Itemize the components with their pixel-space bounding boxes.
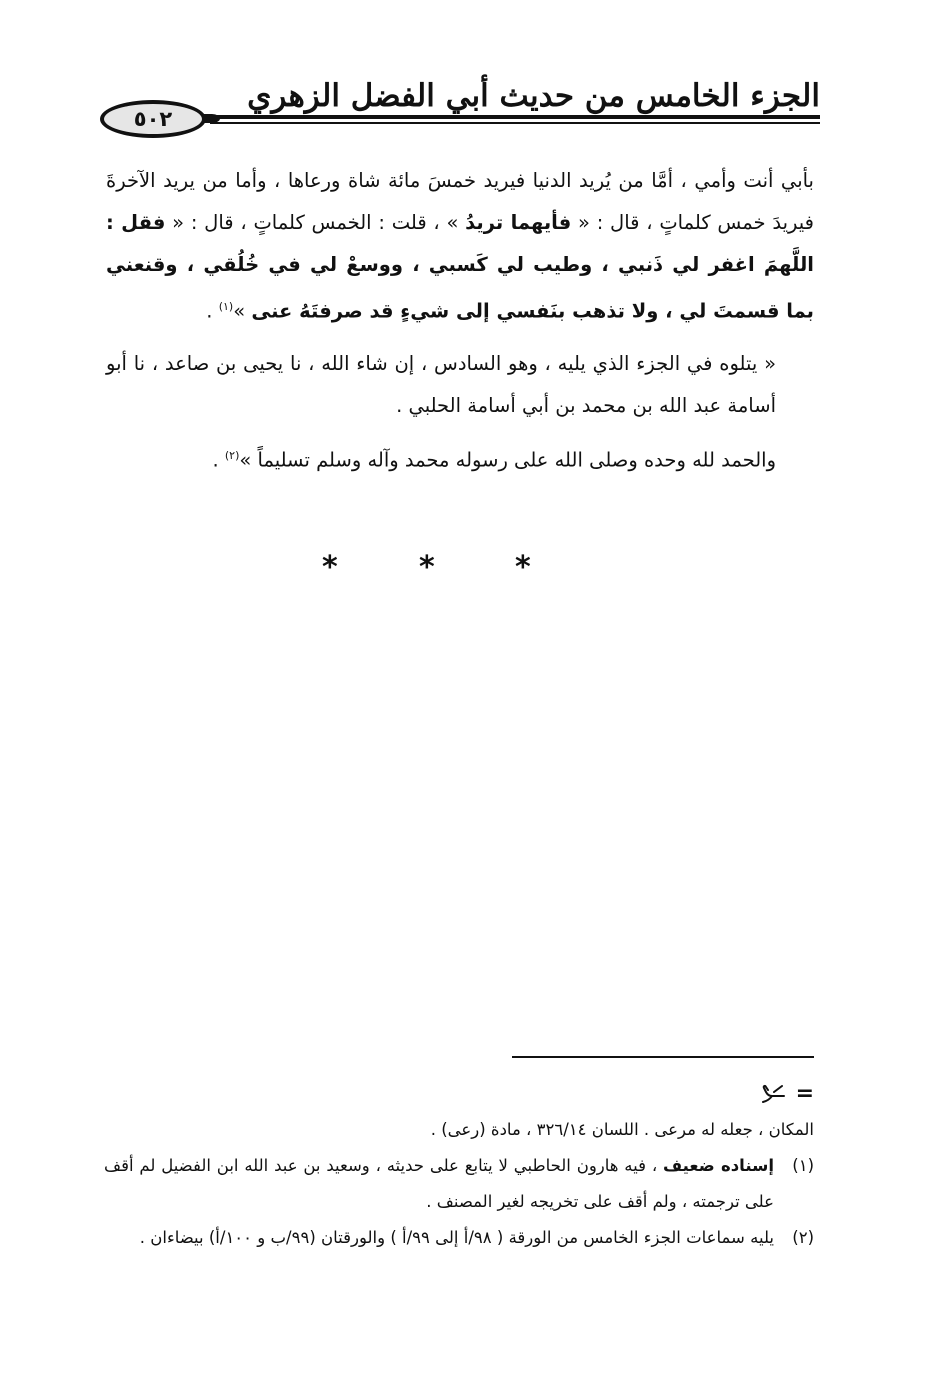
footnote-1 (104, 1148, 814, 1220)
text-run: . (212, 448, 225, 471)
text-run: » ، قلت : الخمس كلماتٍ ، قال : « (165, 211, 466, 234)
pointing-hand-icon (760, 1082, 786, 1106)
header-rule (210, 115, 820, 124)
separator-star: * (322, 550, 338, 585)
bold-phrase: فأيهما تريدُ (465, 211, 572, 234)
bold-supplication: فقل : اللَّهمَ اغفر لي ذَنبي ، وطيب لي كَسبي ، ووسعْ لي في خُلُقي ، وقنعني بما قسمتَ لي ، ولا تذهب بنَفسي إلى شيءٍ قد صرفتَهُ عنى (106, 211, 814, 323)
paragraph-doxology (106, 435, 814, 482)
page-number-tail (204, 114, 220, 123)
separator-star: * (419, 550, 435, 585)
separator-star: * (515, 550, 531, 585)
footnote-text: ، فيه هارون الحاطبي لا يتابع على حديثه ، وسعيد بن عبد الله ابن الفضيل لم أقف على ترجمته ، ولم أقف على تخريجه لغير المصنف . (104, 1156, 774, 1211)
text-run: والحمد لله وحده وصلى الله على رسوله محمد وآله وسلم تسليماً » (239, 448, 776, 471)
footnote-ref-1: (١) (218, 300, 234, 313)
footnote-continuation: المكان ، جعله له مرعى . اللسان ٣٢٦/١٤ ، مادة (رعى) . (430, 1120, 814, 1139)
footnote-2 (104, 1220, 814, 1256)
footnote-bold: إسناده ضعيف (663, 1156, 774, 1175)
paragraph-colophon: « يتلوه في الجزء الذي يليه ، وهو السادس ، إن شاء الله ، نا يحيى بن صاعد ، نا أبو أسامة عبد الله بن محمد بن أبي أسامة الحلبي . (106, 351, 776, 417)
footnote-number: (١) (792, 1156, 814, 1175)
text-run: بأبي أنت وأمي ، أمَّا من يُريد الدنيا فيريد خمسَ مائة شاة ورعاها ، وأما من يريد الآخرةَ فيريدَ خمس كلماتٍ ، قال : « (106, 169, 814, 234)
footnote-ref-2: (٢) (224, 448, 240, 462)
main-text (106, 160, 814, 489)
section-separator (0, 548, 944, 588)
equals-sign: = (795, 1081, 814, 1106)
paragraph-hadith-end (106, 160, 814, 333)
page-header (100, 70, 820, 160)
page-number: ٥٠٢ (100, 100, 206, 138)
footnote-number: (٢) (792, 1228, 814, 1247)
text-run: . (206, 299, 219, 323)
footnote-rule (512, 1056, 814, 1058)
footnotes (104, 1112, 814, 1256)
text-run: » (233, 299, 252, 323)
running-title: الجزء الخامس من حديث أبي الفضل الزهري (247, 78, 820, 114)
footnote-continuation-mark (760, 1080, 814, 1108)
footnote-text: يليه سماعات الجزء الخامس من الورقة ( ٩٨/أ إلى ٩٩/أ ) والورقتان (٩٩/ب و ١٠٠/أ) بيضاءان . (139, 1228, 774, 1247)
